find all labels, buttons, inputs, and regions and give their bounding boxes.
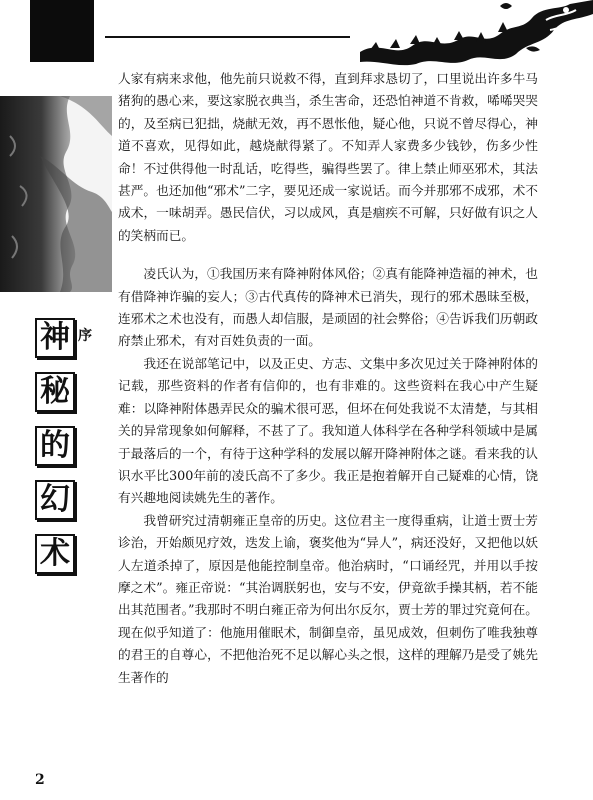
page-number: 2 <box>35 772 45 788</box>
paragraph: 人家有病来求他，他先前只说救不得，直到拜求恳切了，口里说出许多牛马猪狗的愚心来，要这家脱衣典当，杀生害命，还恐怕神道不肯救，唏唏哭哭的，及至病已犯拙，烧献无效，再不恩怅他，疑心他，只说不曾尽得心，神道不喜欢，见得如此，越烧献得紧了。不知弄人家费多少钱钞，伤多少性命！不过供得他一时乱话，吃得些，骗得些罢了。律上禁止师巫邪术，其法甚严。也还加他“邪术”二字，要见还成一家说话。而今并那邪不成邪，术不成术，一味胡弄。愚民信伏，习以成风，真是痼疾不可解，只好做有识之人的笑柄而已。 <box>118 71 538 243</box>
title-char: 术 <box>35 534 75 574</box>
title-char: 神 <box>35 318 75 358</box>
header-black-block <box>30 0 94 62</box>
paragraph: 我曾研究过清朝雍正皇帝的历史。这位君主一度得重病，让道士贾士芳诊治，开始颇见疗效，迭发上谕，褒奖他为“异人”，病还没好，又把他以妖人左道杀掉了，原因是他能控制皇帝。他治病时，“口诵经咒，并用以手按摩之术”。雍正帝说：“其治调朕躬也，安与不安，伊竟欲手操其柄，若不能出其范围者。”我那时不明白雍正帝为何出尔反尔，贾士芳的罪过究竟何在。现在似乎知道了：他施用催眠术，制御皇帝，虽见成效，但刺伤了唯我独尊的君王的自尊心，不把他治死不足以解心头之恨，这样的理解乃是受了姚先生著作的 <box>118 512 538 685</box>
header-rule <box>105 36 360 38</box>
paragraph: 凌氏认为，①我国历来有降神附体风俗；②真有能降神造福的神术，也有借降神诈骗的妄人；③古代真传的降神术已消失，现行的邪术愚昧至极，连邪术之术也没有，而愚人却信服，是顽固的社会弊俗；④告诉我们历朝政府禁止邪术，有对百姓负责的一面。 <box>118 266 538 349</box>
section-label: 序 <box>78 328 92 344</box>
ink-landscape-illustration <box>0 96 112 292</box>
paragraph: 我还在说部笔记中，以及正史、方志、文集中多次见过关于降神附体的记载，那些资料的作者有信仰的，也有非难的。这些资料在我心中产生疑难：以降神附体愚弄民众的骗术很可恶，但坏在何处我说不太清楚，与其相关的异常现象如何解释，不甚了了。我知道人体科学在各种学科领域中是属于最落后的一个，有待于这种学科的发展以解开降神附体之谜。看来我的认识水平比300年前的凌氏高不了多少。我正是抱着解开自己疑难的心情，饶有兴趣地阅读姚先生的著作。 <box>118 355 538 506</box>
title-char: 秘 <box>35 372 75 412</box>
title-char: 幻 <box>35 480 75 520</box>
dragon-ornament-icon <box>350 0 593 68</box>
vertical-book-title <box>35 318 75 588</box>
body-text <box>118 68 538 689</box>
title-char: 的 <box>35 426 75 466</box>
